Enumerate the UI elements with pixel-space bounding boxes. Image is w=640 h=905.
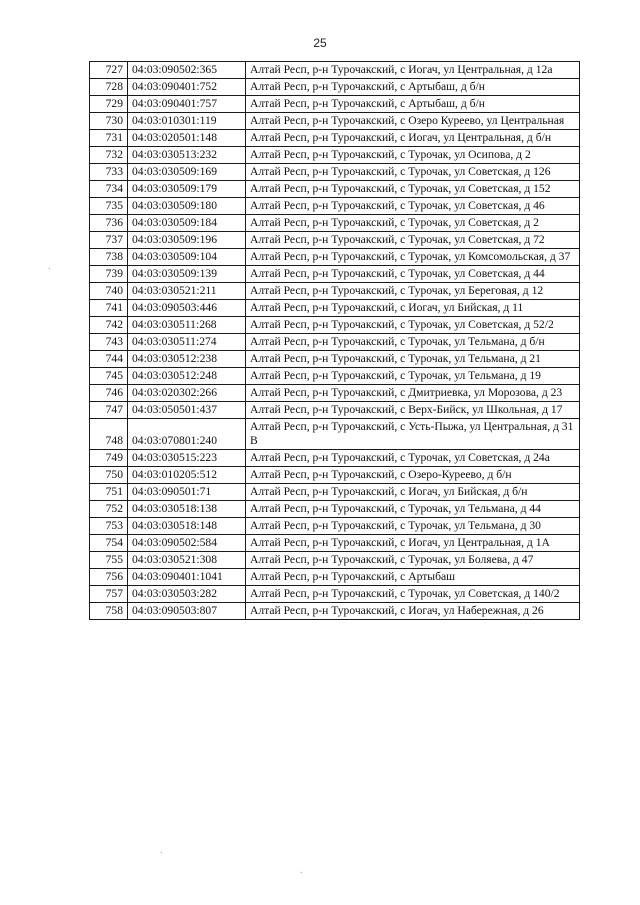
table-row: [90, 215, 580, 232]
row-number: 753: [90, 518, 128, 535]
cadastral-number: 04:03:090401:757: [128, 96, 246, 113]
row-number: 756: [90, 569, 128, 586]
property-address: Алтай Респ, р-н Турочакский, с Турочак, ул Комсомольская, д 37: [246, 249, 580, 266]
cadastral-number: 04:03:030503:282: [128, 586, 246, 603]
property-address: Алтай Респ, р-н Турочакский, с Турочак, ул Тельмана, д 21: [246, 351, 580, 368]
table-row: [90, 198, 580, 215]
cadastral-number: 04:03:030511:274: [128, 334, 246, 351]
property-address: Алтай Респ, р-н Турочакский, с Турочак, ул Советская, д 44: [246, 266, 580, 283]
scan-mark: .: [48, 261, 51, 272]
property-address: Алтай Респ, р-н Турочакский, с Турочак, ул Советская, д 46: [246, 198, 580, 215]
cadastral-number: 04:03:030518:138: [128, 501, 246, 518]
scan-mark: .: [160, 845, 163, 856]
row-number: 748: [90, 419, 128, 450]
cadastral-number: 04:03:010301:119: [128, 113, 246, 130]
table-row: [90, 518, 580, 535]
table-row: [90, 586, 580, 603]
property-address: Алтай Респ, р-н Турочакский, с Турочак, ул Тельмана, д 44: [246, 501, 580, 518]
cadastral-number: 04:03:030521:308: [128, 552, 246, 569]
row-number: 731: [90, 130, 128, 147]
property-address: Алтай Респ, р-н Турочакский, с Турочак, ул Советская, д 152: [246, 181, 580, 198]
row-number: 728: [90, 79, 128, 96]
cadastral-number: 04:03:030515:223: [128, 450, 246, 467]
table-row: [90, 96, 580, 113]
property-address: Алтай Респ, р-н Турочакский, с Иогач, ул Бийская, д б/н: [246, 484, 580, 501]
cadastral-number: 04:03:030511:268: [128, 317, 246, 334]
table-row: [90, 266, 580, 283]
property-address: Алтай Респ, р-н Турочакский, с Турочак, ул Советская, д 2: [246, 215, 580, 232]
table-row: [90, 164, 580, 181]
cadastral-number: 04:03:090501:71: [128, 484, 246, 501]
row-number: 736: [90, 215, 128, 232]
cadastral-number: 04:03:030509:180: [128, 198, 246, 215]
property-address: Алтай Респ, р-н Турочакский, с Озеро Куреево, ул Центральная: [246, 113, 580, 130]
property-address: Алтай Респ, р-н Турочакский, с Турочак, ул Советская, д 24а: [246, 450, 580, 467]
property-address: Алтай Респ, р-н Турочакский, с Турочак, ул Советская, д 140/2: [246, 586, 580, 603]
table-row: [90, 249, 580, 266]
cadastral-number: 04:03:030513:232: [128, 147, 246, 164]
table-row: [90, 419, 580, 450]
cadastral-number: 04:03:010205:512: [128, 467, 246, 484]
cadastral-number: 04:03:030509:139: [128, 266, 246, 283]
row-number: 733: [90, 164, 128, 181]
table-row: [90, 300, 580, 317]
cadastral-number: 04:03:090401:752: [128, 79, 246, 96]
property-address: Алтай Респ, р-н Турочакский, с Верх-Бийск, ул Школьная, д 17: [246, 402, 580, 419]
table-row: [90, 181, 580, 198]
row-number: 740: [90, 283, 128, 300]
row-number: 758: [90, 603, 128, 620]
table-row: [90, 368, 580, 385]
cadastral-number: 04:03:090502:365: [128, 62, 246, 79]
row-number: 732: [90, 147, 128, 164]
cadastral-number: 04:03:090503:807: [128, 603, 246, 620]
table-row: [90, 317, 580, 334]
property-address: Алтай Респ, р-н Турочакский, с Иогач, ул Центральная, д б/н: [246, 130, 580, 147]
row-number: 746: [90, 385, 128, 402]
property-address: Алтай Респ, р-н Турочакский, с Озеро-Куреево, д б/н: [246, 467, 580, 484]
cadastral-number: 04:03:030512:248: [128, 368, 246, 385]
row-number: 729: [90, 96, 128, 113]
table-row: [90, 402, 580, 419]
table-row: [90, 501, 580, 518]
property-address: Алтай Респ, р-н Турочакский, с Иогач, ул Центральная, д 12а: [246, 62, 580, 79]
cadastral-number: 04:03:050501:437: [128, 402, 246, 419]
table-row: [90, 334, 580, 351]
property-address: Алтай Респ, р-н Турочакский, с Турочак, ул Боляева, д 47: [246, 552, 580, 569]
cadastral-number: 04:03:020501:148: [128, 130, 246, 147]
table-row: [90, 283, 580, 300]
row-number: 751: [90, 484, 128, 501]
cadastral-number: 04:03:070801:240: [128, 419, 246, 450]
table-row: [90, 79, 580, 96]
row-number: 750: [90, 467, 128, 484]
table-row: [90, 113, 580, 130]
property-address: Алтай Респ, р-н Турочакский, с Артыбаш, д б/н: [246, 79, 580, 96]
row-number: 749: [90, 450, 128, 467]
property-address: Алтай Респ, р-н Турочакский, с Турочак, ул Тельмана, д 19: [246, 368, 580, 385]
property-address: Алтай Респ, р-н Турочакский, с Дмитриевка, ул Морозова, д 23: [246, 385, 580, 402]
property-address: Алтай Респ, р-н Турочакский, с Иогач, ул Бийская, д 11: [246, 300, 580, 317]
cadastral-number: 04:03:090401:1041: [128, 569, 246, 586]
table-row: [90, 467, 580, 484]
table-body: [90, 62, 580, 620]
row-number: 741: [90, 300, 128, 317]
cadastral-number: 04:03:090502:584: [128, 535, 246, 552]
table-row: [90, 62, 580, 79]
row-number: 739: [90, 266, 128, 283]
cadastral-number: 04:03:030509:104: [128, 249, 246, 266]
property-address: Алтай Респ, р-н Турочакский, с Артыбаш: [246, 569, 580, 586]
table-row: [90, 569, 580, 586]
row-number: 744: [90, 351, 128, 368]
property-address: Алтай Респ, р-н Турочакский, с Усть-Пыжа, ул Центральная, д 31 В: [246, 419, 580, 450]
property-address: Алтай Респ, р-н Турочакский, с Турочак, ул Советская, д 52/2: [246, 317, 580, 334]
cadastral-number: 04:03:030509:184: [128, 215, 246, 232]
row-number: 737: [90, 232, 128, 249]
property-address: Алтай Респ, р-н Турочакский, с Артыбаш, д б/н: [246, 96, 580, 113]
cadastral-number: 04:03:090503:446: [128, 300, 246, 317]
table-row: [90, 603, 580, 620]
cadastral-number: 04:03:030509:179: [128, 181, 246, 198]
row-number: 745: [90, 368, 128, 385]
row-number: 730: [90, 113, 128, 130]
property-address: Алтай Респ, р-н Турочакский, с Иогач, ул Центральная, д 1А: [246, 535, 580, 552]
row-number: 747: [90, 402, 128, 419]
property-address: Алтай Респ, р-н Турочакский, с Турочак, ул Береговая, д 12: [246, 283, 580, 300]
scan-mark: .: [300, 865, 303, 876]
property-registry-table: [89, 61, 580, 620]
row-number: 752: [90, 501, 128, 518]
table-row: [90, 535, 580, 552]
table-row: [90, 147, 580, 164]
row-number: 735: [90, 198, 128, 215]
table-row: [90, 484, 580, 501]
property-address: Алтай Респ, р-н Турочакский, с Турочак, ул Осипова, д 2: [246, 147, 580, 164]
row-number: 727: [90, 62, 128, 79]
row-number: 755: [90, 552, 128, 569]
cadastral-number: 04:03:020302:266: [128, 385, 246, 402]
cadastral-number: 04:03:030509:169: [128, 164, 246, 181]
table-row: [90, 232, 580, 249]
cadastral-number: 04:03:030521:211: [128, 283, 246, 300]
row-number: 754: [90, 535, 128, 552]
cadastral-number: 04:03:030518:148: [128, 518, 246, 535]
property-address: Алтай Респ, р-н Турочакский, с Турочак, ул Советская, д 72: [246, 232, 580, 249]
table-row: [90, 552, 580, 569]
table-row: [90, 130, 580, 147]
row-number: 738: [90, 249, 128, 266]
cadastral-number: 04:03:030509:196: [128, 232, 246, 249]
table-row: [90, 385, 580, 402]
row-number: 757: [90, 586, 128, 603]
page-number: 25: [313, 36, 327, 50]
property-address: Алтай Респ, р-н Турочакский, с Турочак, ул Тельмана, д 30: [246, 518, 580, 535]
property-address: Алтай Респ, р-н Турочакский, с Турочак, ул Советская, д 126: [246, 164, 580, 181]
property-address: Алтай Респ, р-н Турочакский, с Иогач, ул Набережная, д 26: [246, 603, 580, 620]
row-number: 743: [90, 334, 128, 351]
cadastral-number: 04:03:030512:238: [128, 351, 246, 368]
property-address: Алтай Респ, р-н Турочакский, с Турочак, ул Тельмана, д б/н: [246, 334, 580, 351]
table-row: [90, 351, 580, 368]
row-number: 742: [90, 317, 128, 334]
row-number: 734: [90, 181, 128, 198]
table-row: [90, 450, 580, 467]
